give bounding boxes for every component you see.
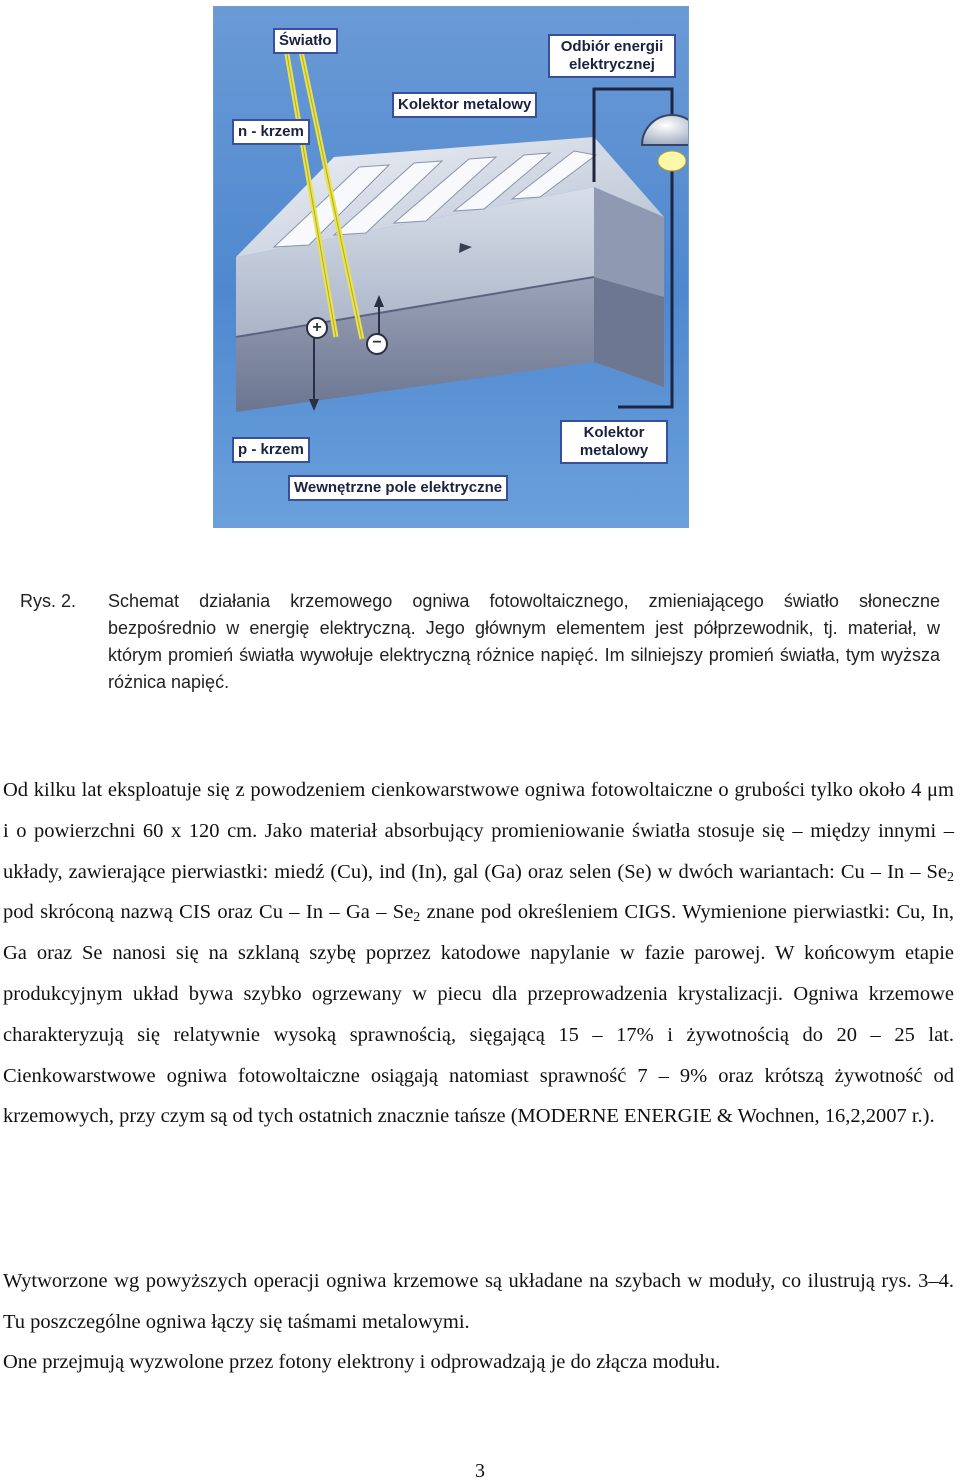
page-number: 3 <box>475 1460 485 1482</box>
caption-label: Rys. 2. <box>20 591 77 611</box>
label-collector-top: Kolektor metalowy <box>392 92 537 118</box>
label-collector-bottom: Kolektor metalowy <box>560 420 668 464</box>
paragraph-text: znane pod określeniem CIGS. Wymienione pierwiastki: Cu, In, Ga oraz Se nanosi się na szklaną szybę poprzez katodowe napylanie w fazie parowej. W końcowym etapie produkcyjnym układ bywa szybko ogrzewany w piecu dla przeprowadzenia krystalizacji. Ogniwa krzemowe charakteryzują się relatywnie wysoką sprawnością, sięgającą 15 – 17% i żywotnością do 20 – 25 lat. Cienkowarstwowe ogniwa fotowoltaiczne osiągają natomiast sprawność 7 – 9% oraz krótszą żywotność od krzemowych, przy czym są od tych ostatnich znacznie tańsze (MODERNE ENERGIE & Wochnen, 16,2,2007 r.). <box>3 901 954 1128</box>
caption-text: Schemat działania krzemowego ogniwa fotowoltaicznego, zmieniającego światło słoneczne bezpośrednio w energię elektryczną. Jego głównym elementem jest półprzewodnik, tj. materiał, w którym promień światła wywołuje elektryczną różnice napięć. Im silniejszy promień światła, tym wyższa różnica napięć. <box>108 591 940 692</box>
paragraph-modules: Wytworzone wg powyższych operacji ogniwa krzemowe są układane na szybach w moduły, co ilustrują rys. 3–4. Tu poszczególne ogniwa łączy się taśmami metalowymi. <box>3 1270 954 1333</box>
negative-charge-icon: − <box>366 333 388 355</box>
positive-charge-icon: + <box>306 317 328 339</box>
label-p-silicon: p - krzem <box>232 437 310 463</box>
paragraph-thin-film <box>3 770 954 1137</box>
paragraph-text: Od kilku lat eksploatuje się z powodzeniem cienkowarstwowe ogniwa fotowoltaiczne o grubości tylko około 4 μm i o powierzchni 60 x 120 cm. Jako materiał absorbujący promieniowanie światła stosuje się – między innymi – układy, zawierające pierwiastki: miedź (Cu), ind (In), gal (Ga) oraz selen (Se) w dwóch wariantach: Cu – In – Se <box>3 779 954 883</box>
label-internal-field: Wewnętrzne pole elektryczne <box>288 475 508 501</box>
label-n-silicon: n - krzem <box>232 119 310 145</box>
figure-caption <box>20 588 940 696</box>
subscript: 2 <box>947 869 954 885</box>
paragraph-text: pod skróconą nazwą CIS oraz Cu – In – Ga – Se <box>3 901 414 924</box>
paragraph-electrons: One przejmują wyzwolone przez fotony elektrony i odprowadzają je do złącza modułu. <box>3 1351 721 1373</box>
solar-cell-diagram <box>213 6 689 528</box>
label-energy-output: Odbiór energii elektrycznej <box>548 34 676 78</box>
label-light: Światło <box>273 28 338 54</box>
subscript: 2 <box>413 910 421 926</box>
